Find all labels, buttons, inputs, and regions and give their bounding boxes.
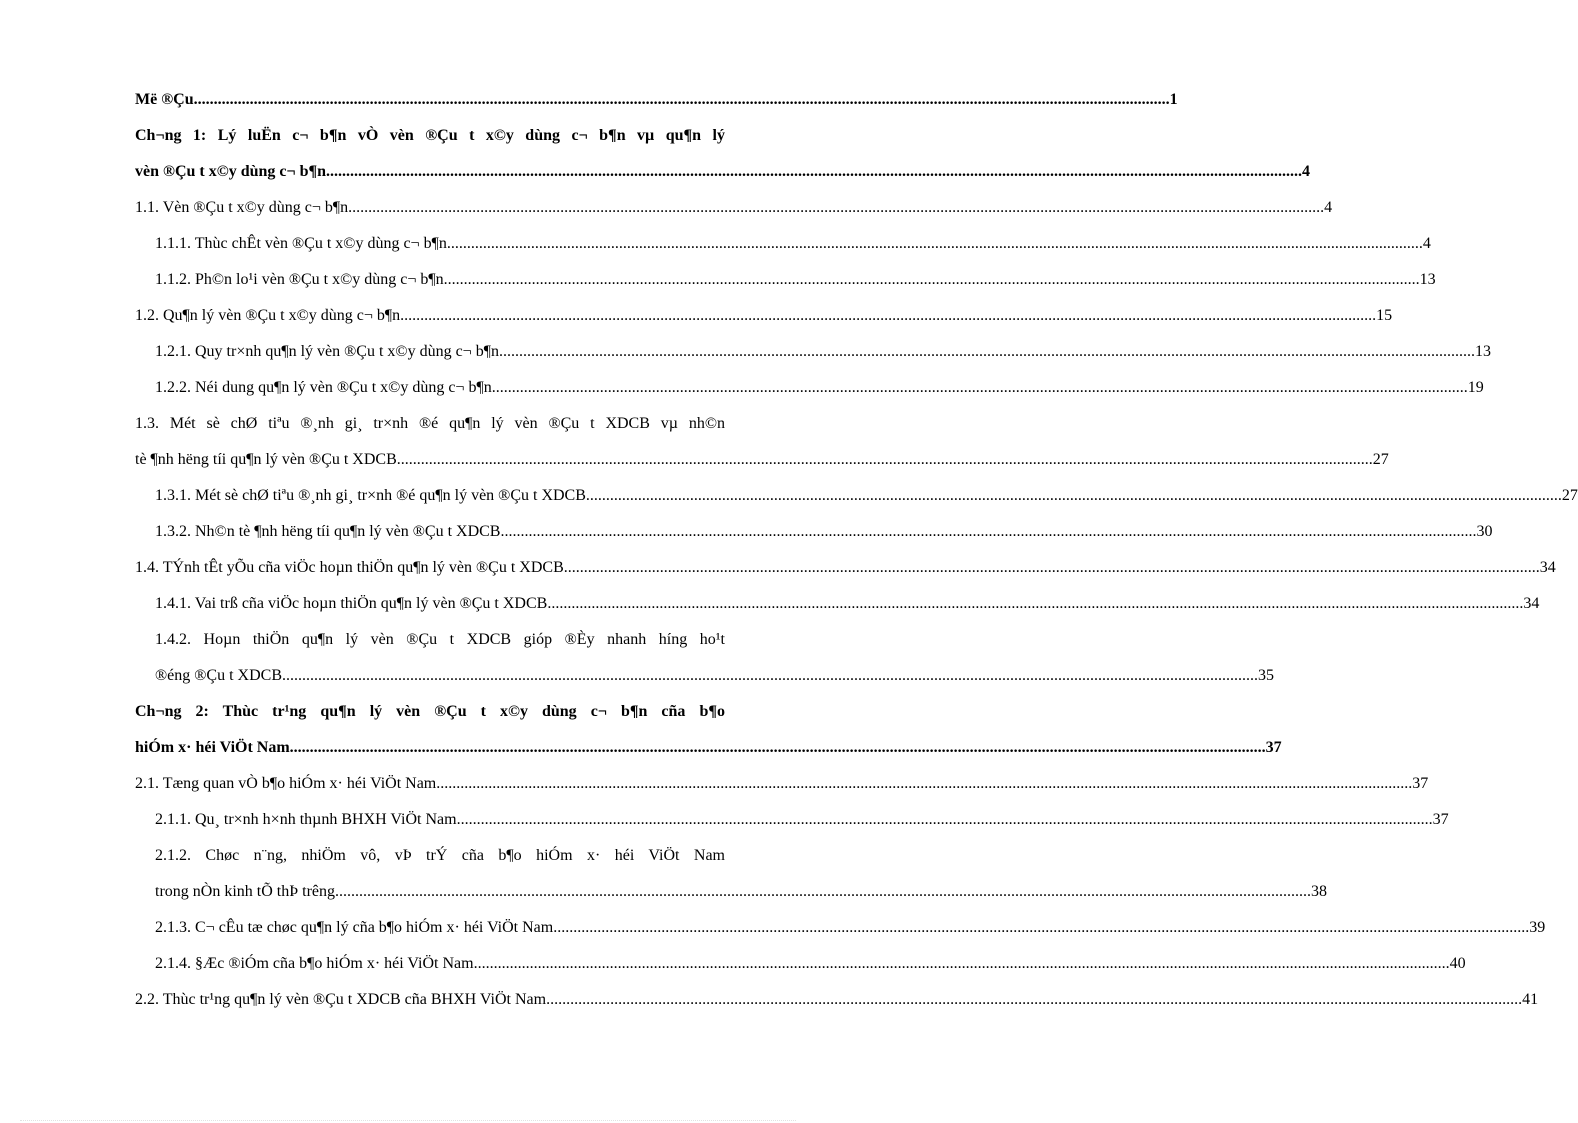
toc-entry <box>135 990 1539 1026</box>
toc-entry-title-line1: 1.3. Mét sè chØ tiªu ®¸nh gi¸ tr×nh ®é qu¶n lý vèn ®Çu t XDCB vµ nh©n <box>135 415 725 432</box>
toc-entry-title: 1.1.2. Ph©n lo¹i vèn ®Çu t x©y dùng c¬ b¶n <box>155 271 444 288</box>
page-footer-divider <box>20 1120 796 1121</box>
toc-entry-title: 1.3.2. Nh©n tè ¶nh hëng tíi qu¶n lý vèn ®Çu t XDCB <box>155 523 501 540</box>
toc-page-number: 39 <box>1529 919 1546 936</box>
toc-entry <box>135 954 1466 990</box>
toc-entry <box>135 306 1393 342</box>
dot-leader <box>348 198 1324 218</box>
toc-page-number: 15 <box>1376 307 1393 324</box>
toc-entry <box>135 810 1449 846</box>
toc-page-number: 34 <box>1523 595 1540 612</box>
toc-entry <box>135 486 1578 522</box>
dot-leader <box>290 739 1266 756</box>
toc-page-number: 35 <box>1257 667 1274 684</box>
toc-entry <box>135 630 1274 702</box>
toc-entry-title: 1.2. Qu¶n lý vèn ®Çu t x©y dùng c¬ b¶n <box>135 307 401 324</box>
toc-entry <box>135 702 1282 774</box>
toc-entry-title: hiÓm x· héi ViÖt Nam <box>135 739 290 756</box>
toc-page-number: 30 <box>1476 523 1493 540</box>
toc-entry-title: 2.1.3. C¬ cÊu tæ chøc qu¶n lý cña b¶o hiÓm x· héi ViÖt Nam <box>155 919 554 936</box>
toc-entry-title: trong nÒn kinh tÕ thÞ trêng <box>155 883 335 900</box>
dot-leader <box>436 774 1412 794</box>
dot-leader <box>492 378 1468 398</box>
toc-entry <box>135 126 1311 198</box>
dot-leader <box>397 451 1373 468</box>
toc-entry-title-line2 <box>155 666 1274 702</box>
dot-leader <box>400 306 1376 326</box>
toc-entry-title-line1: Ch¬ng 1: Lý luËn c¬ b¶n vÒ vèn ®Çu t x©y dùng c¬ b¶n vµ qu¶n lý <box>135 127 725 144</box>
toc-entry-title-line2 <box>135 162 1311 198</box>
toc-entry-title: 1.3.1. Mét sè chØ tiªu ®¸nh gi¸ tr×nh ®é qu¶n lý vèn ®Çu t XDCB <box>155 487 586 504</box>
toc-entry <box>135 342 1491 378</box>
toc-entry <box>135 414 1389 486</box>
toc-entry-title: 1.2.2. Néi dung qu¶n lý vèn ®Çu t x©y dùng c¬ b¶n <box>155 379 492 396</box>
toc-entry-title: 2.1.1. Qu¸ tr×nh h×nh thµnh BHXH ViÖt Nam <box>155 811 457 828</box>
toc-entry <box>135 522 1493 558</box>
toc-page-number: 27 <box>1561 487 1578 504</box>
dot-leader <box>282 667 1258 684</box>
toc-page-number: 4 <box>1302 163 1311 180</box>
toc-page-number: 27 <box>1372 451 1389 468</box>
toc-entry <box>135 774 1429 810</box>
toc-entry-title: 1.4. TÝnh tÊt yÕu cña viÖc hoµn thiÖn qu¶n lý vèn ®Çu t XDCB <box>135 559 564 576</box>
dot-leader <box>457 810 1433 830</box>
toc-entry-title-line2 <box>155 882 1327 918</box>
toc-entry-title: 1.4.1. Vai trß cña viÖc hoµn thiÖn qu¶n lý vèn ®Çu t XDCB <box>155 595 548 612</box>
toc-entry-title: 2.1.4. §Æc ®iÓm cña b¶o hiÓm x· héi ViÖt Nam <box>155 955 474 972</box>
toc-entry-title-line1: 1.4.2. Hoµn thiÖn qu¶n lý vèn ®Çu t XDCB gióp ®Èy nhanh híng ho¹t <box>155 631 725 648</box>
dot-leader <box>335 883 1311 900</box>
toc-entry-title: 1.1.1. Thùc chÊt vèn ®Çu t x©y dùng c¬ b¶n <box>155 235 447 252</box>
toc-entry-title: 2.2. Thùc tr¹ng qu¶n lý vèn ®Çu t XDCB cña BHXH ViÖt Nam <box>135 991 547 1008</box>
toc-page-number: 41 <box>1522 991 1539 1008</box>
toc-entry-title-line2 <box>135 738 1282 774</box>
dot-leader <box>553 918 1529 938</box>
toc-page-number: 37 <box>1432 811 1449 828</box>
toc-entry-title: Më ®Çu <box>135 91 194 108</box>
toc-entry-title: 1.1. Vèn ®Çu t x©y dùng c¬ b¶n <box>135 199 349 216</box>
dot-leader <box>586 486 1562 506</box>
toc-entry-title-line1: Ch¬ng 2: Thùc tr¹ng qu¶n lý vèn ®Çu t x©y dùng c¬ b¶n cña b¶o <box>135 703 725 720</box>
toc-entry <box>135 90 1178 126</box>
toc-page-number: 19 <box>1467 379 1484 396</box>
dot-leader <box>326 163 1302 180</box>
toc-entry-title: vèn ®Çu t x©y dùng c¬ b¶n <box>135 163 327 180</box>
dot-leader <box>499 342 1475 362</box>
toc-entry <box>135 270 1436 306</box>
toc-page-number: 38 <box>1311 883 1327 900</box>
dot-leader <box>474 954 1450 974</box>
toc-entry-title: tè ¶nh hëng tíi qu¶n lý vèn ®Çu t XDCB <box>135 451 397 468</box>
toc-entry <box>135 198 1333 234</box>
toc-page-number: 1 <box>1169 91 1178 108</box>
toc-entry <box>135 234 1431 270</box>
dot-leader <box>447 234 1423 254</box>
toc-page-number: 4 <box>1422 235 1431 252</box>
dot-leader <box>547 594 1523 614</box>
dot-leader <box>194 90 1170 110</box>
toc-page-number: 13 <box>1419 271 1436 288</box>
toc-page-number: 13 <box>1474 343 1491 360</box>
toc-entry-title-line1: 2.1.2. Chøc n¨ng, nhiÖm vô, vÞ trÝ cña b¶o hiÓm x· héi ViÖt Nam <box>155 847 725 864</box>
dot-leader <box>546 990 1522 1010</box>
toc-entry <box>135 594 1540 630</box>
toc-page-number: 34 <box>1539 559 1556 576</box>
toc-page-number: 37 <box>1265 739 1282 756</box>
toc-page-number: 40 <box>1449 955 1466 972</box>
toc-page-number: 37 <box>1412 775 1429 792</box>
toc-page-number: 4 <box>1324 199 1333 216</box>
toc-entry-title: 1.2.1. Quy tr×nh qu¶n lý vèn ®Çu t x©y dùng c¬ b¶n <box>155 343 499 360</box>
toc-entry <box>135 378 1484 414</box>
toc-entry-title: ®éng ®Çu t XDCB <box>155 667 282 684</box>
toc-entry-title: 2.1. Tæng quan vÒ b¶o hiÓm x· héi ViÖt Nam <box>135 775 437 792</box>
dot-leader <box>500 522 1476 542</box>
toc-entry <box>135 918 1546 954</box>
toc-entry-title-line2 <box>135 450 1389 486</box>
toc-entry <box>135 558 1556 594</box>
toc-entry <box>135 846 1327 918</box>
table-of-contents <box>135 90 1578 1026</box>
dot-leader <box>564 558 1540 578</box>
dot-leader <box>444 270 1420 290</box>
